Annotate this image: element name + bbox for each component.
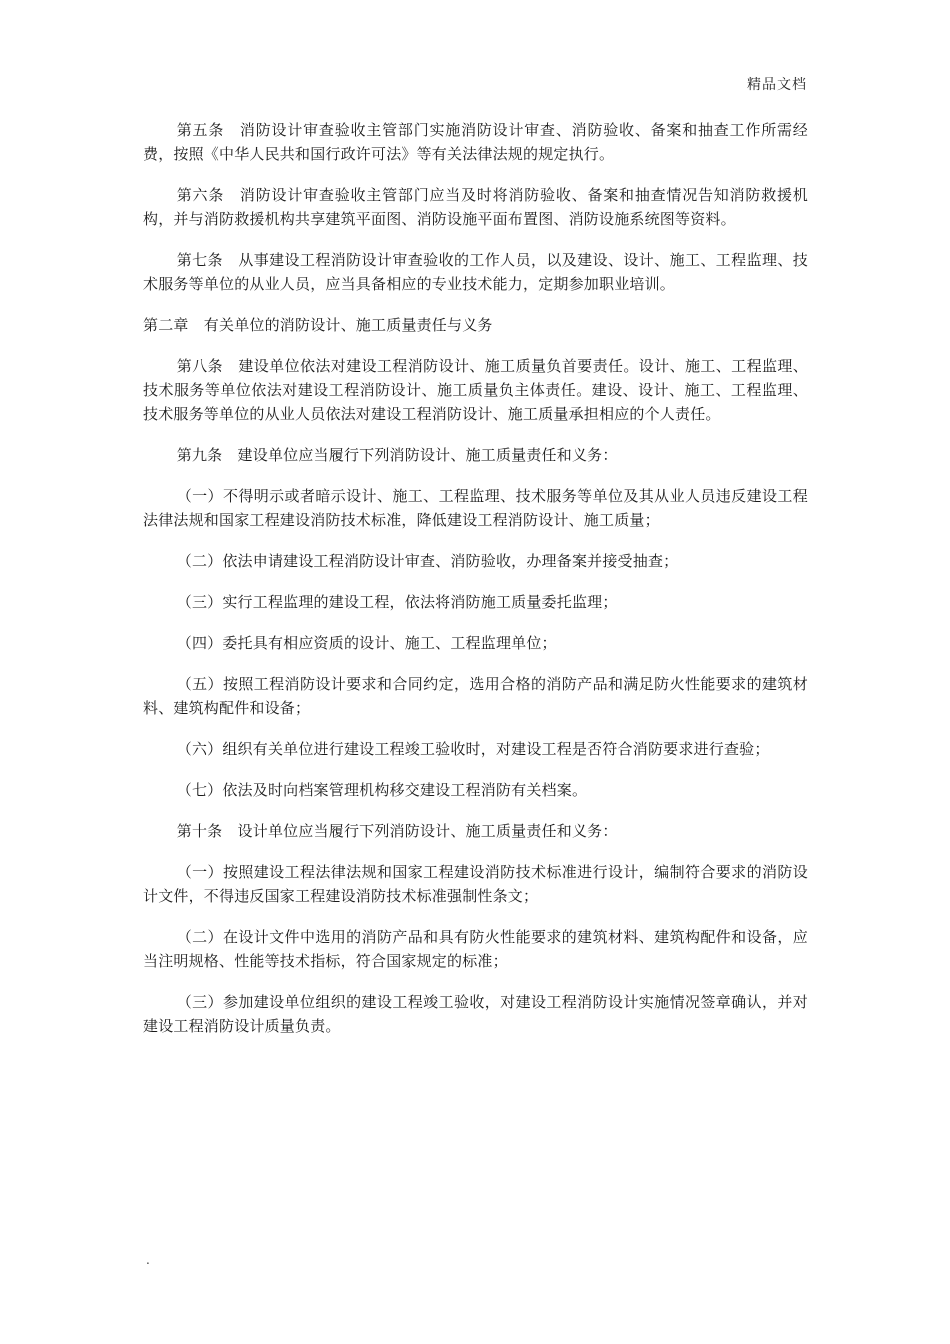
article-8: 第八条 建设单位依法对建设工程消防设计、施工质量负首要责任。设计、施工、工程监理、技术服务等单位依法对建设工程消防设计、施工质量负主体责任。建设、设计、施工、工程监理、技术服务等单位的从业人员依法对建设工程消防设计、施工质量承担相应的个人责任。 xyxy=(143,357,808,423)
article-9-item-1: （一）不得明示或者暗示设计、施工、工程监理、技术服务等单位及其从业人员违反建设工程法律法规和国家工程建设消防技术标准，降低建设工程消防设计、施工质量； xyxy=(143,487,808,529)
article-10-item-2: （二）在设计文件中选用的消防产品和具有防火性能要求的建筑材料、建筑构配件和设备，应当注明规格、性能等技术指标，符合国家规定的标准； xyxy=(143,928,808,970)
document-body xyxy=(143,118,808,1055)
article-9-item-5: （五）按照工程消防设计要求和合同约定，选用合格的消防产品和满足防火性能要求的建筑材料、建筑构配件和设备； xyxy=(143,675,808,717)
article-5: 第五条 消防设计审查验收主管部门实施消防设计审查、消防验收、备案和抽查工作所需经费，按照《中华人民共和国行政许可法》等有关法律法规的规定执行。 xyxy=(143,121,808,163)
article-9-item-4: （四）委托具有相应资质的设计、施工、工程监理单位； xyxy=(176,634,557,652)
article-10: 第十条 设计单位应当履行下列消防设计、施工质量责任和义务： xyxy=(176,822,618,840)
article-9-item-7: （七）依法及时向档案管理机构移交建设工程消防有关档案。 xyxy=(176,781,588,799)
article-7: 第七条 从事建设工程消防设计审查验收的工作人员，以及建设、设计、施工、工程监理、技术服务等单位的从业人员，应当具备相应的专业技术能力，定期参加职业培训。 xyxy=(143,251,808,293)
article-10-item-1: （一）按照建设工程法律法规和国家工程建设消防技术标准进行设计，编制符合要求的消防设计文件，不得违反国家工程建设消防技术标准强制性条文； xyxy=(143,863,808,905)
article-9: 第九条 建设单位应当履行下列消防设计、施工质量责任和义务： xyxy=(176,446,618,464)
article-9-item-6: （六）组织有关单位进行建设工程竣工验收时，对建设工程是否符合消防要求进行查验； xyxy=(176,740,770,758)
article-9-item-3: （三）实行工程监理的建设工程，依法将消防施工质量委托监理； xyxy=(176,593,618,611)
chapter-2-heading: 第二章 有关单位的消防设计、施工质量责任与义务 xyxy=(143,316,493,334)
article-6: 第六条 消防设计审查验收主管部门应当及时将消防验收、备案和抽查情况告知消防救援机构，并与消防救援机构共享建筑平面图、消防设施平面布置图、消防设施系统图等资料。 xyxy=(143,186,808,228)
article-9-item-2: （二）依法申请建设工程消防设计审查、消防验收，办理备案并接受抽查； xyxy=(176,552,679,570)
footer-mark: . xyxy=(146,1253,150,1267)
page-header-label: 精品文档 xyxy=(747,77,807,93)
article-10-item-3: （三）参加建设单位组织的建设工程竣工验收，对建设工程消防设计实施情况签章确认，并对建设工程消防设计质量负责。 xyxy=(143,993,808,1035)
